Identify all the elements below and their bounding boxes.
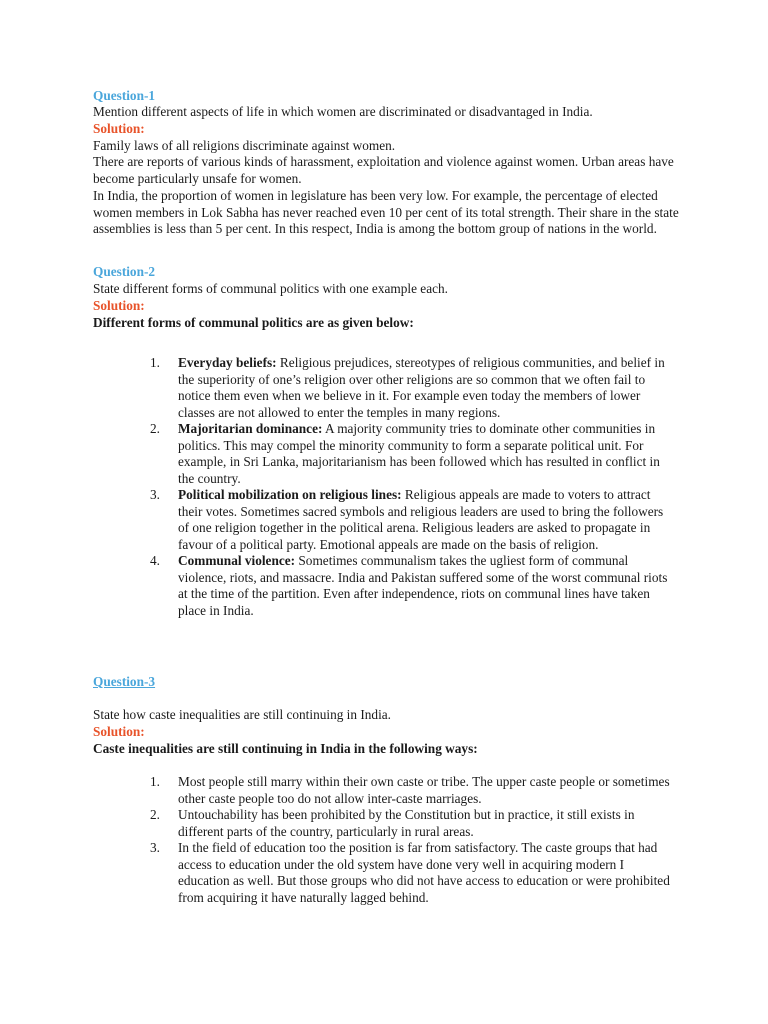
list-item-text: A majority community tries to dominate other communities in politics. This may compel the minority community to form a separate political unit. For example, in Sri Lanka, majoritarianism has been followed which has resulted in conflict in the country. bbox=[178, 421, 660, 486]
question-1-text: Mention different aspects of life in which women are discriminated or disadvantaged in India. bbox=[93, 104, 593, 119]
question-3-text: State how caste inequalities are still continuing in India. bbox=[93, 707, 391, 722]
list-item-text: Most people still marry within their own caste or tribe. The upper caste people or sometimes other caste people too do not allow inter-caste marriages. bbox=[178, 774, 670, 806]
list-item bbox=[150, 355, 670, 421]
list-item bbox=[150, 553, 670, 619]
question-3-intro: Caste inequalities are still continuing in India in the following ways: bbox=[93, 741, 478, 756]
list-item-lead: Communal violence: bbox=[178, 553, 296, 568]
list-item-lead: Everyday beliefs: bbox=[178, 355, 277, 370]
list-item-number: 3. bbox=[150, 487, 160, 502]
list-item-number: 1. bbox=[150, 774, 160, 789]
list-item bbox=[150, 840, 670, 906]
list-item-number: 4. bbox=[150, 553, 160, 568]
list-item-number: 2. bbox=[150, 421, 160, 436]
list-item-lead: Majoritarian dominance: bbox=[178, 421, 323, 436]
question-1-answer-para-1: Family laws of all religions discriminate against women. bbox=[93, 138, 396, 153]
question-1-answer-para-3: In India, the proportion of women in legislature has been very low. For example, the percentage of elected women members in Lok Sabha has never reached even 10 per cent of its total strength. Their share in the state assemblies is less than 5 per cent. In this respect, India is among the bottom group of nations in the world. bbox=[93, 188, 679, 236]
caste-inequalities-list bbox=[150, 774, 670, 906]
list-item-lead: Political mobilization on religious lines: bbox=[178, 487, 402, 502]
question-2-intro: Different forms of communal politics are as given below: bbox=[93, 315, 414, 330]
question-3-heading: Question-3 bbox=[93, 674, 156, 689]
list-item-text: Religious prejudices, stereotypes of religious communities, and belief in the superiority of one’s religion over other religions are so common that we often fail to notice them even when we believe in it. For example even today the members of lower classes are not allowed to enter the temples in many regions. bbox=[178, 355, 665, 420]
question-1-answer-para-2: There are reports of various kinds of harassment, exploitation and violence against women. Urban areas have become particularly unsafe for women. bbox=[93, 154, 674, 186]
list-item-text: Untouchability has been prohibited by the Constitution but in practice, it still exists in different parts of the country, particularly in rural areas. bbox=[178, 807, 635, 839]
question-3-solution-label: Solution: bbox=[93, 724, 145, 739]
list-item-text: Sometimes communalism takes the ugliest form of communal violence, riots, and massacre. India and Pakistan suffered some of the worst communal riots at the time of the partition. Even after independence, riots on communal lines have taken place in India. bbox=[178, 553, 668, 618]
list-item-number: 1. bbox=[150, 355, 160, 370]
list-item-number: 3. bbox=[150, 840, 160, 855]
communal-forms-list bbox=[150, 355, 670, 619]
question-2-solution-label: Solution: bbox=[93, 298, 145, 313]
question-1-solution-label: Solution: bbox=[93, 121, 145, 136]
question-2-text: State different forms of communal politics with one example each. bbox=[93, 281, 448, 296]
question-1-heading: Question-1 bbox=[93, 88, 156, 103]
list-item-number: 2. bbox=[150, 807, 160, 822]
list-item bbox=[150, 774, 670, 807]
list-item bbox=[150, 487, 670, 553]
list-item-text: In the field of education too the position is far from satisfactory. The caste groups that had access to education under the old system have done very well in acquiring modern I education as well. But those groups who did not have access to education or were prohibited from acquiring it have naturally lagged behind. bbox=[178, 840, 670, 905]
list-item-text: Religious appeals are made to voters to attract their votes. Sometimes sacred symbols and religious leaders are used to bring the followers of one religion together in the political arena. Religious leaders are asked to propagate in favour of a political party. Emotional appeals are made on the basis of religion. bbox=[178, 487, 664, 552]
list-item bbox=[150, 421, 670, 487]
list-item bbox=[150, 807, 670, 840]
question-2-heading: Question-2 bbox=[93, 264, 156, 279]
